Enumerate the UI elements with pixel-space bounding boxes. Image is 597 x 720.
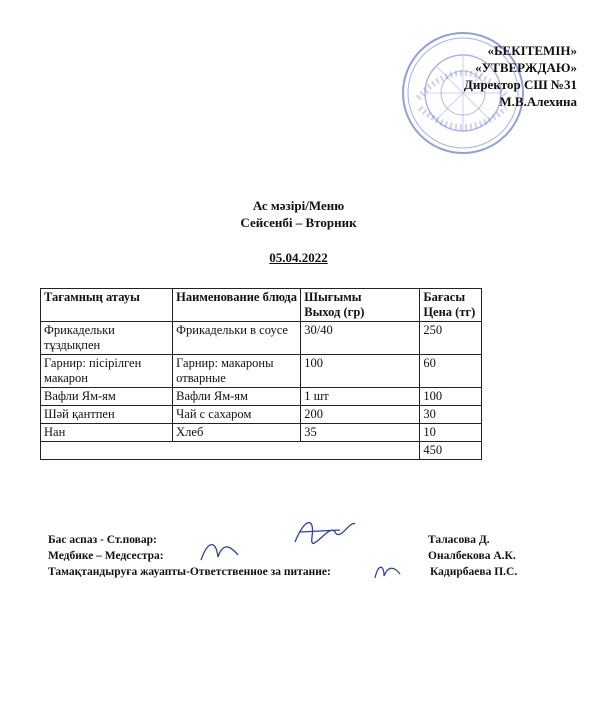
cell-dish-kz: Вафли Ям-ям xyxy=(41,388,173,406)
cell-dish-ru: Гарнир: макароны отварные xyxy=(173,355,301,388)
cell-price: 250 xyxy=(420,322,482,355)
approval-ru: «УТВЕРЖДАЮ» xyxy=(475,60,577,75)
signature-person: Таласова Д. xyxy=(428,534,490,546)
approval-name: М.В.Алехина xyxy=(499,94,577,109)
signature-scribble-chef xyxy=(290,512,360,552)
cell-dish-ru: Чай с сахаром xyxy=(173,406,301,424)
cell-price: 30 xyxy=(420,406,482,424)
table-row xyxy=(41,388,482,406)
header-main: Бағасы xyxy=(423,290,466,304)
signature-scribble-nurse xyxy=(198,535,243,565)
cell-yield: 35 xyxy=(301,424,420,442)
table-total-row xyxy=(41,442,482,460)
header-name-ru xyxy=(173,289,301,322)
cell-yield: 100 xyxy=(301,355,420,388)
header-main: Наименование блюда xyxy=(176,290,297,304)
approval-kz: «БЕКІТЕМІН» xyxy=(487,43,577,58)
header-main: Тағамның атауы xyxy=(44,290,140,304)
header-sub: Выход (гр) xyxy=(304,305,365,319)
table-row xyxy=(41,355,482,388)
signature-row-responsible xyxy=(48,564,568,580)
signature-role: Бас аспаз - Ст.повар: xyxy=(48,534,157,546)
menu-title xyxy=(0,197,597,231)
signature-scribble-responsible xyxy=(372,560,404,582)
signature-role: Тамақтандыруға жауапты-Ответственное за питание: xyxy=(48,566,331,578)
header-yield xyxy=(301,289,420,322)
cell-dish-kz: Шәй қантпен xyxy=(41,406,173,424)
menu-table xyxy=(40,288,482,460)
total-label-cell xyxy=(41,442,420,460)
cell-dish-ru: Хлеб xyxy=(173,424,301,442)
header-sub: Цена (тг) xyxy=(423,305,476,319)
cell-yield: 200 xyxy=(301,406,420,424)
cell-price: 60 xyxy=(420,355,482,388)
cell-price: 100 xyxy=(420,388,482,406)
approval-position: Директор СШ №31 xyxy=(463,77,577,92)
signature-person: Оналбекова А.К. xyxy=(428,550,516,562)
cell-dish-ru: Вафли Ям-ям xyxy=(173,388,301,406)
cell-dish-ru: Фрикадельки в соусе xyxy=(173,322,301,355)
table-row xyxy=(41,406,482,424)
approval-block xyxy=(464,42,577,110)
cell-dish-kz: Фрикадельки тұздықпен xyxy=(41,322,173,355)
total-price: 450 xyxy=(420,442,482,460)
table-row xyxy=(41,424,482,442)
header-name-kz xyxy=(41,289,173,322)
cell-dish-kz: Нан xyxy=(41,424,173,442)
menu-date: 05.04.2022 xyxy=(269,250,328,265)
table-header-row xyxy=(41,289,482,322)
menu-title-day: Сейсенбі – Вторник xyxy=(240,215,357,230)
cell-price: 10 xyxy=(420,424,482,442)
cell-dish-kz: Гарнир: пісірілген макарон xyxy=(41,355,173,388)
header-main: Шығымы xyxy=(304,290,362,304)
header-price xyxy=(420,289,482,322)
signature-role: Медбике – Медсестра: xyxy=(48,550,164,562)
menu-title-line1: Ас мәзірі/Меню xyxy=(252,198,345,213)
cell-yield: 30/40 xyxy=(301,322,420,355)
cell-yield: 1 шт xyxy=(301,388,420,406)
table-row xyxy=(41,322,482,355)
signature-person: Кадирбаева П.С. xyxy=(430,566,518,578)
